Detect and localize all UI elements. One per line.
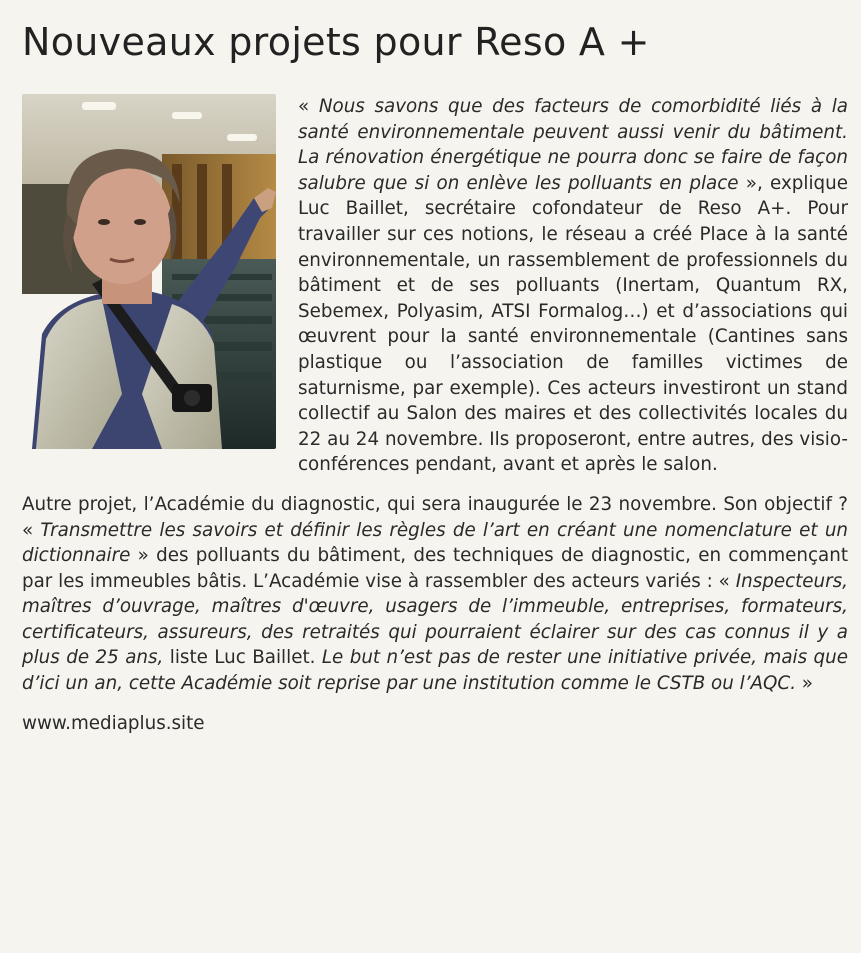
quote-run: Nous savons que des facteurs de comorbidité liés à la santé environnementale peuvent aussi venir du bâtiment. La rénovation énergétique ne pourra donc se faire de façon salubre que si on enlève les polluants en place — [298, 96, 849, 194]
article — [22, 18, 848, 750]
text-run: », explique Luc Baillet, secrétaire cofondateur de Reso A+. Pour travailler sur ces notions, le réseau a créé Place à la santé environnementale, un rassemblement de professionnels du bâtiment et de ses polluants (Inertam, Quantum RX, Sebemex, Polyasim, ATSI Formalog…) et d’associations qui œuvrent pour la santé environnementale (Cantines sans plastique ou l’association de familles victimes de saturnisme, par exemple). Ces acteurs investiront un stand collectif au Salon des maires et des collectivités locales du 22 au 24 novembre. Ils proposeront, entre autres, des visio-conférences pendant, avant et après le salon. — [298, 172, 848, 476]
website-link[interactable]: www.mediaplus.site — [22, 712, 205, 734]
article-title: Nouveaux projets pour Reso A + — [22, 20, 650, 64]
text-run: liste Luc Baillet. — [163, 647, 322, 669]
text-run: Autre projet, l’Académie du diagnostic, qui sera inaugurée le 23 novembre. Son objectif ? « — [22, 493, 848, 541]
portrait-photo — [22, 94, 276, 449]
text-run: » des polluants du bâtiment, des techniques de diagnostic, en commençant par les immeubles bâtis. L’Académie vise à rassembler des acteurs variés : « — [22, 545, 848, 592]
paragraph-2 — [22, 492, 848, 697]
text-run: » — [796, 673, 813, 695]
quote-run: Le but n’est pas de rester une initiative privée, mais que d’ici un an, cette Académie soit reprise par une institution comme le CSTB ou l’AQC. — [22, 647, 848, 695]
quote-run: Transmettre les savoirs et définir les règles de l’art en créant une nomenclature et un dictionnaire — [22, 519, 848, 567]
quote-run: Inspecteurs, maîtres d’ouvrage, maîtres d'œuvre, usagers de l’immeuble, entreprises, formateurs, certificateurs, assureurs, des retraités qui pourraient éclairer sur des cas connus il y a plus de 25 ans, — [22, 570, 848, 669]
text-run: « — [298, 96, 319, 117]
